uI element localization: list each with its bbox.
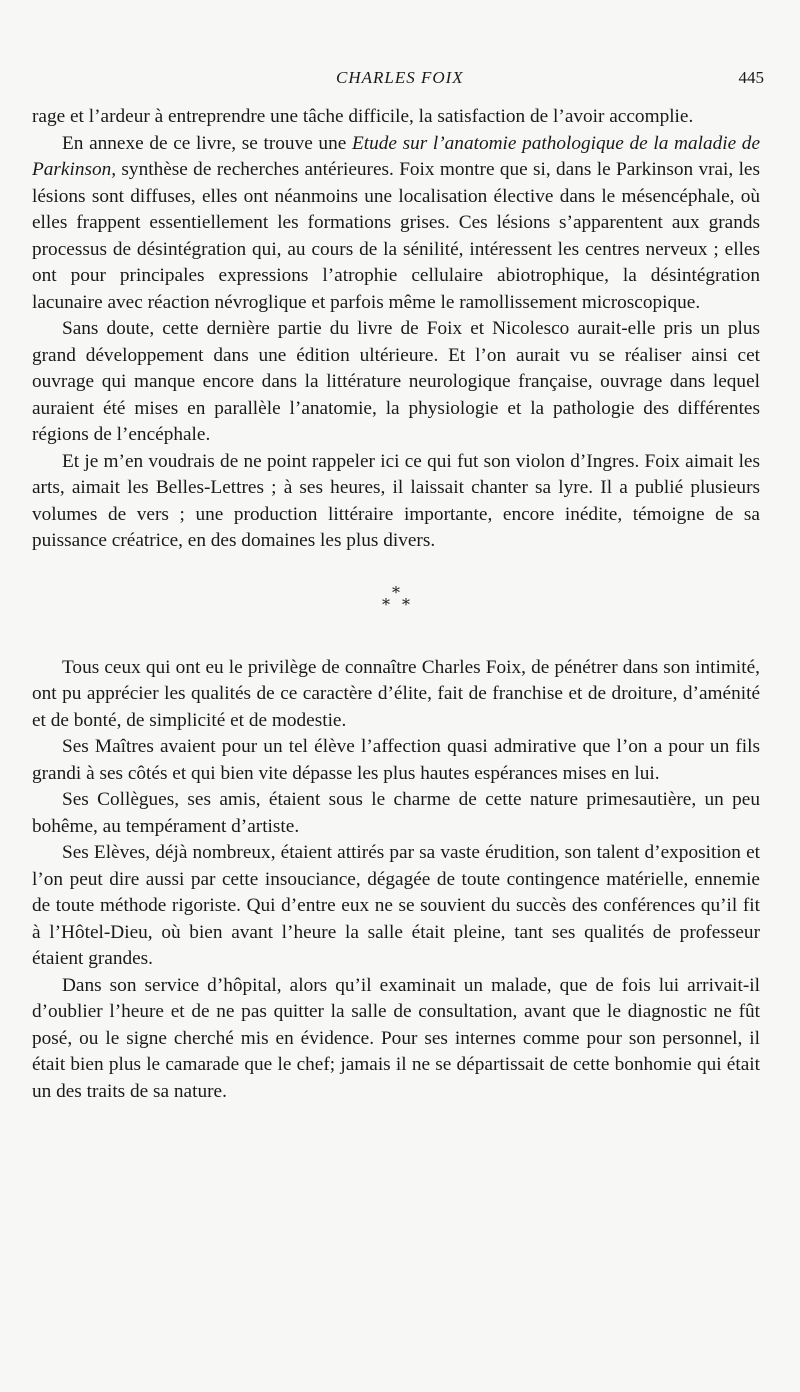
paragraph-annexe-lead: En annexe de ce livre, se trouve une <box>62 132 352 154</box>
asterisk-right: * <box>402 594 410 614</box>
paragraph-annexe <box>32 131 760 317</box>
asterisk-left: * <box>382 594 390 614</box>
paragraph-violon: Et je m’en voudrais de ne point rappeler ici ce qui fut son violon d’Ingres. Foix aimait les arts, aimait les Belles-Lettres ; à ses heures, il laissait chanter sa lyre. Il a publié plusieurs volumes de vers ; une production littéraire importante, encore inédite, témoigne de sa puissance créatrice, en des domaines les plus divers. <box>32 450 760 551</box>
asterisk-top: * <box>392 582 400 602</box>
paragraph-hopital: Dans son service d’hôpital, alors qu’il examinait un malade, que de fois lui arrivait-il d’oublier l’heure et de ne pas quitter la salle de consultation, avant que le diagnostic ne fût posé, ou le signe cherché mis en évidence. Pour ses internes comme pour son personnel, il était bien plus le camarade que le chef; jamais il ne se départissait de cette bonhomie qui était un des traits de sa nature. <box>32 974 760 1102</box>
paragraph-maitres: Ses Maîtres avaient pour un tel élève l’affection quasi admirative que l’on a pour un fils grandi à ses côtés et qui bien vite dépasse les plus hautes espérances mises en lui. <box>32 736 760 784</box>
paragraph-collegues: Ses Collègues, ses amis, étaient sous le charme de cette nature primesautière, un peu bohême, au tempérament d’artiste. <box>32 789 760 837</box>
paragraph-tous-ceux: Tous ceux qui ont eu le privilège de connaître Charles Foix, de pénétrer dans son intimité, ont pu apprécier les qualités de ce caractère d’élite, fait de franchise et de droiture, d’aménité et de bonté, de simplicité et de modestie. <box>32 656 760 731</box>
paragraph-annexe-rest: synthèse de recherches antérieures. Foix montre que si, dans le Parkinson vrai, les lésions sont diffuses, elles ont néanmoins une localisation élective dans le mésencéphale, où elles frappent essentiellement les formations grises. Ces lésions s’apparentent aux grands processus de désintégration qui, au cours de la sénilité, intéressent les centres nerveux ; elles ont pour principales expressions l’atrophie cellulaire abiotrophique, la désintégration lacunaire avec réaction névroglique et parfois même le ramollissement microscopique. <box>32 159 760 313</box>
page-header <box>0 68 800 92</box>
page-number: 445 <box>738 68 764 87</box>
paragraph-continuation: rage et l’ardeur à entreprendre une tâche difficile, la satisfaction de l’avoir accomplie. <box>32 106 694 127</box>
paragraph-sans-doute: Sans doute, cette dernière partie du livre de Foix et Nicolesco aurait-elle pris un plus grand développement dans une édition ultérieure. Et l’on aurait vu se réaliser ainsi cet ouvrage qui manque encore dans la littérature neurologique française, ouvrage dans lequel auraient été mises en parallèle l’anatomie, la physiologie et la pathologie des différentes régions de l’encéphale. <box>32 318 760 445</box>
running-title: CHARLES FOIX <box>336 68 464 87</box>
asterism <box>378 582 418 615</box>
section-separator <box>32 579 760 635</box>
book-title-italic: Etude sur l’anatomie pathologique de la maladie de Parkinson, <box>32 132 760 180</box>
paragraph-eleves: Ses Elèves, déjà nombreux, étaient attirés par sa vaste érudition, son talent d’exposition et l’on peut dire aussi par cette insouciance, dégagée de toute contingence matérielle, ennemie de toute méthode rigoriste. Qui d’entre eux ne se souvient du succès des conférences qu’il fit à l’Hôtel-Dieu, où bien avant l’heure la salle était pleine, tant ses qualités de professeur étaient grandes. <box>32 842 760 969</box>
body-text <box>32 104 760 1105</box>
